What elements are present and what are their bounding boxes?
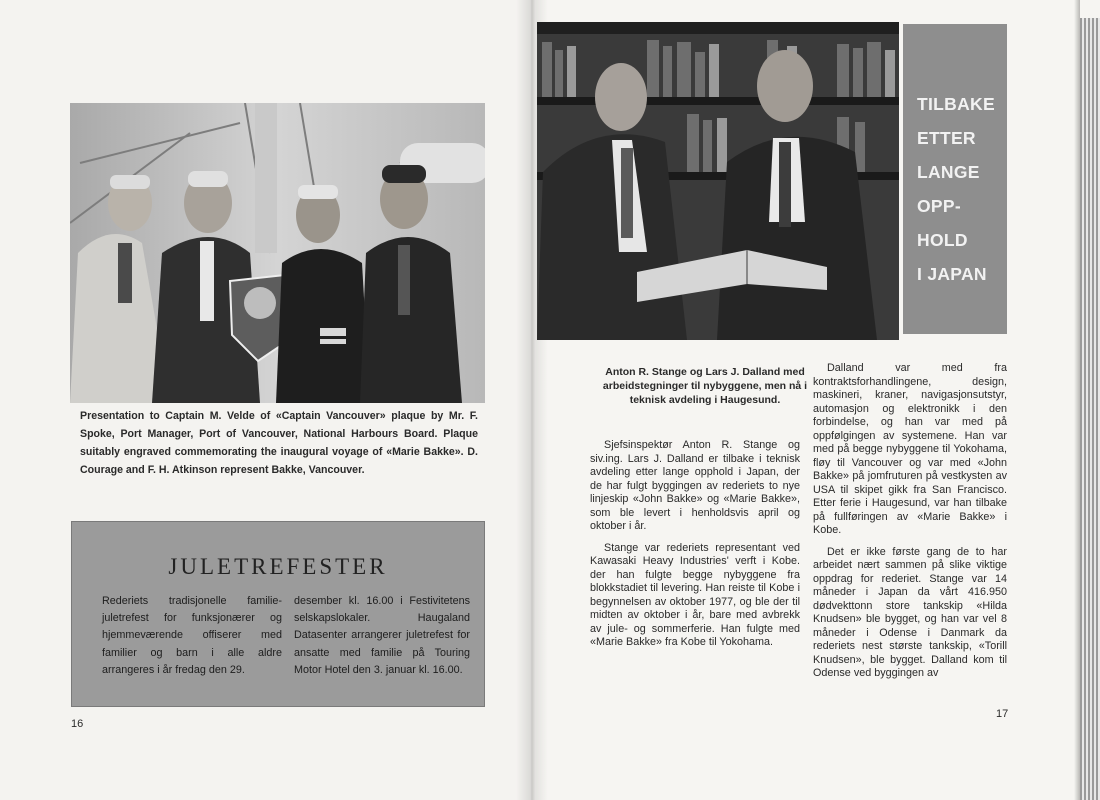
article-title-line-4: OPP- xyxy=(917,196,961,216)
article-paragraph: Sjefsinspektør Anton R. Stange og siv.ing. Lars J. Dalland er tilbake i teknisk avdeling etter lange opphold i Japan, der de har fulgt byggingen av rederiets to nye linjeskip «John Bakke» og «Marie Bakke», som ble levert i henholdsvis april og oktober i år. xyxy=(590,439,800,532)
juletrefester-title: JULETREFESTER xyxy=(168,554,388,579)
article-paragraph: Det er ikke første gang de to har arbeidet nært sammen på slike viktige oppdrag for rederiet. Stange var 14 måneder i Japan da vårt 416.950 dødvekttonn store tankskip «Hilda Knudsen» ble bygget, og han var vel 8 måneder i Odense i Danmark da rederiets nest største tankskip, «Torill Knudsen», ble bygget. Dalland kom til Odense ved byggingen av xyxy=(813,545,1007,679)
article-title-line-3: LANGE xyxy=(917,162,980,182)
photo-caption-left: Presentation to Captain M. Velde of «Captain Vancouver» plaque by Mr. F. Spoke, Port Manager, Port of Vancouver, National Harbours Board. Plaque suitably engraved commemorating the inaugural voyage of «Marie Bakke». D. Courage and F. H. Atkinson represent Bakke, Vancouver. xyxy=(80,410,478,476)
article-title-line-1: TILBAKE xyxy=(917,94,995,114)
article-title-line-2: ETTER xyxy=(917,128,976,148)
photo-caption-right: Anton R. Stange og Lars J. Dalland med arbeidstegninger til nybyggene, men nå i teknisk avdeling i Haugesund. xyxy=(602,366,808,406)
juletrefester-text-col1: Rederiets tradisjonelle familie-juletrefest for funksjonærer og hjemmeværende offiserer med familier og barn i alle aldre arrangeres i år fredag den 29. xyxy=(102,595,282,676)
article-title-block xyxy=(903,24,1007,334)
article-paragraph: Dalland var med fra kontraktsforhandlingene, design, maskineri, kraner, navigasjonsutstyr, automasjon og elektronikk i den forbindelse, og han var med på oppfølgingen av systemene. Han var med på begge nybyggene til Yokohama, fløy til Vancouver og var med «John Bakke» på jomfruturen på vestkysten av USA til skipet gikk fra San Francisco. Etter ferie i Haugesund, var han tilbake på fullføringen av «Marie Bakke» i Kobe. xyxy=(813,362,1007,536)
article-column-right xyxy=(813,362,1007,689)
page-number-left: 16 xyxy=(71,718,84,730)
juletrefester-box xyxy=(71,521,485,707)
page-edges xyxy=(1080,18,1100,800)
photo-plaque-presentation xyxy=(70,103,485,403)
article-column-middle xyxy=(590,439,800,658)
photo-stange-dalland xyxy=(537,22,899,340)
article-title-line-5: HOLD xyxy=(917,230,968,250)
article-paragraph: Stange var rederiets representant ved Kawasaki Heavy Industries' verft i Kobe. der han fulgte begge nybyggene fra blokkstadiet til levering. Han reiste til Kobe i begynnelsen av oktober 1977, og ble der til midten av oktober i år, bare med avbrekk av jule- og sommerferie. Han fulgte med «Marie Bakke» fra Kobe til Yokohama. xyxy=(590,541,800,648)
article-title-line-6: I JAPAN xyxy=(917,264,987,284)
juletrefester-text-col2: desember kl. 16.00 i Festivitetens selskapslokaler. Haugaland Datasenter arrangerer juletrefest for ansatte med familie på Touring Motor Hotel den 3. januar kl. 16.00. xyxy=(294,595,470,676)
page-number-right: 17 xyxy=(996,708,1009,720)
